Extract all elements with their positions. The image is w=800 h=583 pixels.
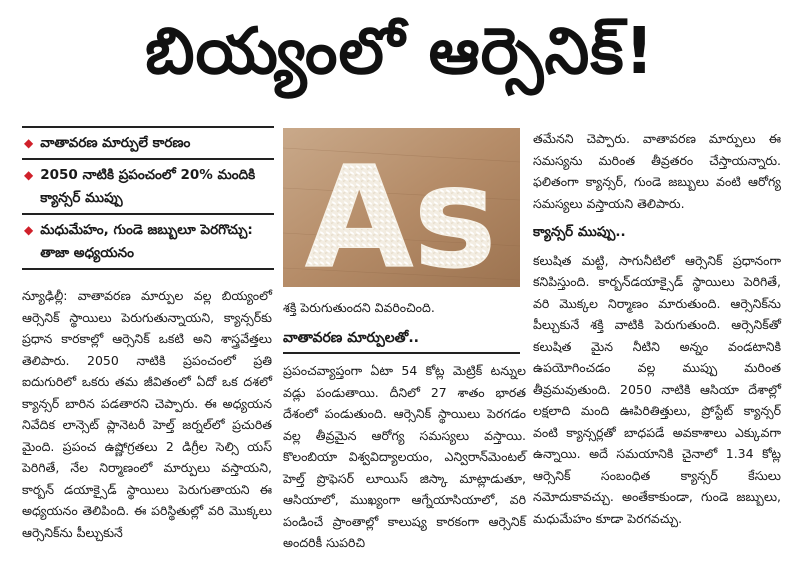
key-points	[22, 126, 274, 270]
article-column-3	[533, 128, 781, 529]
bullet-icon: ◆	[24, 136, 34, 150]
article-column-2: ప్రపంచవ్యాప్తంగా ఏటా 54 కోట్ల మెట్రిక్ టన్నుల వడ్లు పండుతాయి. దీనిలో 27 శాతం భారత దేశంలో పండుతుంది. ఆర్సెనిక్ స్థాయిలు పెరగడం వల్ల తీవ్రమైన ఆరోగ్య సమస్యలు వస్తాయి. కొలంబియా విశ్వవిద్యాలయం, ఎన్విరాన్‌మెంటల్ హెల్త్ ప్రొఫెసర్ లూయిస్ జిస్కా మాట్లాడుతూ, ఆసియాలో, ముఖ్యంగా ఆగ్నేయాసియాలో, వరి పండించే ప్రాంతాల్లో కాలుష్య కారకంగా ఆర్సెనిక్ అందరికీ సుపరిచి	[283, 363, 526, 550]
article-column-1: న్యూఢిల్లీ: వాతావరణ మార్పుల వల్ల బియ్యంలో ఆర్సెనిక్ స్థాయిలు పెరుగుతున్నాయని, క్యాన్సర్‌కు ప్రధాన కారకాల్లో ఆర్సెనిక్ ఒకటి అని శాస్త్రవేత్తలు తెలిపారు. 2050 నాటికి ప్రపంచంలో ప్రతి ఐదుగురిలో ఒకరు తమ జీవితంలో ఏదో ఒక దశలో క్యాన్సర్ బారిన పడతారని చెప్పారు. ఈ అధ్యయన నివేదిక లాన్సెట్ ప్లానెటరీ హెల్త్ జర్నల్‌లో ప్రచురిత మైంది. ప్రపంచ ఉష్ణోగ్రతలు 2 డిగ్రీల సెల్సి యస్ పెరిగితే, నేల నిర్మాణంలో మార్పులు వస్తాయని, కార్బన్ డయాక్సైడ్ స్థాయిలు పెరుగుతాయని ఈ అధ్యయనం తెలిపింది. ఈ పరిస్థితుల్లో వరి మొక్కలు ఆర్సెనిక్‌ను పీల్చుకునే	[22, 288, 272, 540]
key-point	[22, 215, 274, 270]
rice-photo	[283, 128, 520, 287]
key-point-text: మధుమేహం, గుండె జబ్బులూ పెరగొచ్చు: తాజా అధ్యయనం	[40, 222, 253, 261]
key-point-text: 2050 నాటికి ప్రపంచంలో 20% మందికి క్యాన్సర్ ముప్పు	[40, 167, 256, 206]
bullet-icon: ◆	[24, 223, 34, 237]
key-point-text: వాతావరణ మార్పులే కారణం	[40, 135, 191, 151]
key-point	[22, 160, 274, 215]
section-heading: వాతావరణ మార్పులతో..	[283, 330, 520, 354]
photo-caption: శక్తి పెరుగుతుందని వివరించింది.	[283, 300, 435, 315]
column-3-paragraph: తమేనని చెప్పారు. వాతావరణ మార్పులు ఈ సమస్యను మరింత తీవ్రతరం చేస్తాయన్నారు. ఫలితంగా క్యాన్సర్, గుండె జబ్బులు వంటి ఆరోగ్య సమస్యలు వస్తాయని తెలిపారు.	[533, 131, 781, 211]
headline: బియ్యంలో ఆర్సెనిక్!	[145, 14, 655, 89]
rice-as-letters: As	[305, 137, 497, 287]
section-heading-2: క్యాన్సర్ ముప్పు..	[533, 224, 626, 240]
column-3-paragraph-2: కలుషిత మట్టి, సాగునీటిలో ఆర్సెనిక్ ప్రధానంగా కనిపిస్తుంది. కార్బన్‌డయాక్సైడ్ స్థాయిలు పెరిగితే, వరి మొక్కల నిర్మాణం మారుతుంది. ఆర్సెనిక్‌ను పీల్చుకునే శక్తి వాటికి పెరుగుతుంది. ఆర్సెనిక్‌తో కలుషిత మైన నీటిని అన్నం వండటానికి ఉపయోగించడం వల్ల ముప్పు మరింత తీవ్రమవుతుంది. 2050 నాటికి ఆసియా దేశాల్లో లక్షలాది మంది ఊపిరితిత్తులు, ప్రోస్టేట్ క్యాన్సర్ వంటి క్యాన్సర్లతో బాధపడే అవకాశాలు ఎక్కువగా ఉన్నాయి. అదే సమయానికి చైనాలో 1.34 కోట్ల ఆర్సెనిక్ సంబంధిత క్యాన్సర్ కేసులు నమోదుకావచ్చు. అంతేకాకుండా, గుండె జబ్బులు, మధుమేహం కూడా పెరగవచ్చు.	[533, 252, 781, 526]
bullet-icon: ◆	[24, 168, 34, 182]
key-point	[22, 126, 274, 160]
